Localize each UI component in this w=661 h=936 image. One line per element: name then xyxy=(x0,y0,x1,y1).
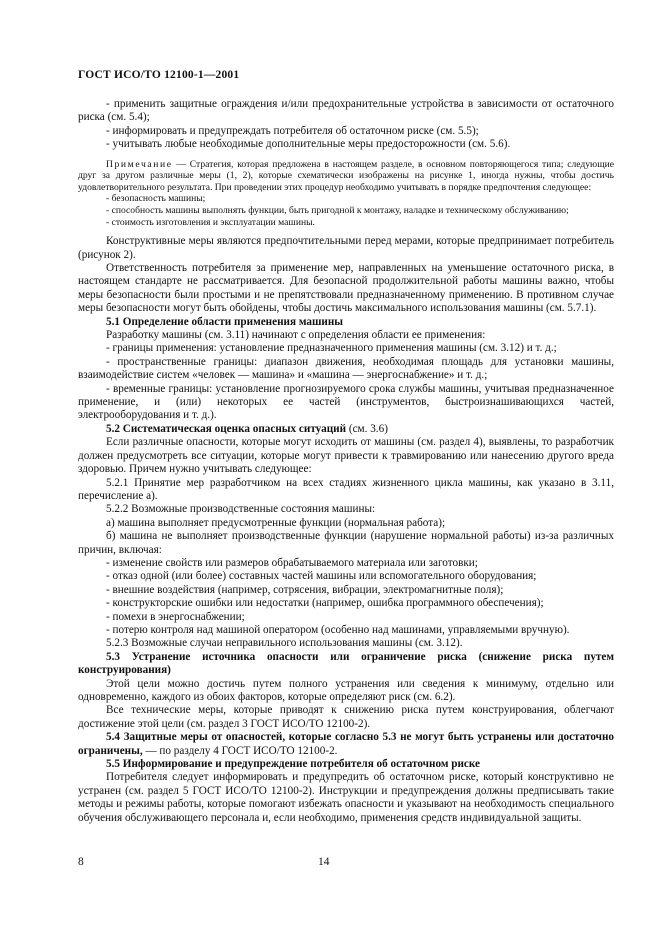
section-5-1-item: - пространственные границы: диапазон движения, необходимая площадь для установки машины, взаимодействие систем «человек — машина» и «машина — энергоснабжение» и т. д.; xyxy=(78,355,614,382)
section-5-1-item: - временные границы: установление прогнозируемого срока службы машины, учитывая предназначенное применение, и (или) некоторых ее частей (инструментов, быстроизнашивающихся частей, электрооборудования и т. д.). xyxy=(78,382,614,422)
section-5-5-heading: 5.5 Информирование и предупреждение потребителя об остаточном риске xyxy=(106,758,481,771)
clause-5-2-2: 5.2.2 Возможные производственные состояния машины: xyxy=(106,503,376,516)
measure-additional: - учитывать любые необходимые дополнительные меры предосторожности (см. 5.6). xyxy=(106,138,511,151)
paragraph-constructive: Конструктивные меры являются предпочтительными перед мерами, которые предпринимает потребитель (рисунок 2). xyxy=(78,235,614,261)
page-content xyxy=(78,98,614,825)
note-item: - стоимость изготовления и эксплуатации машины. xyxy=(106,216,315,228)
section-5-1-item: - границы применения: установление предназначенного применения машины (см. 3.12) и т. д.; xyxy=(106,342,557,355)
section-5-1-heading: 5.1 Определение области применения машины xyxy=(106,315,344,328)
cause-item: - потерю контроля над машиной оператором (особенно над машинами, управляемыми вручную). xyxy=(106,623,570,636)
section-5-4-heading: 5.4 Защитные меры от опасностей, которые согласно 5.3 не могут быть устранены или достаточно ограничены, xyxy=(78,731,614,757)
cause-item: - внешние воздействия (например, сотрясения, вибрации, электромагнитные поля); xyxy=(106,583,504,596)
clause-item-b: б) машина не выполняет производственные функции (нарушение нормальной работы) из-за различных причин, включая: xyxy=(78,530,614,556)
paragraph-responsibility: Ответственность потребителя за применение мер, направленных на уменьшение остаточного риска, в настоящем стандарте не рассматривается. Для безопасной продолжительной работы машины важно, чтобы меры безопасности были простыми и не препятствовали предназначенному применению. В противном случае меры безопасности могут быть обойдены, чтобы достичь максимального использования машины (см. 5.7.1). xyxy=(78,262,614,315)
note-text: — Стратегия, которая предложена в настоящем разделе, в основном повторяющегося типа; следующие друг за другом различные меры (1, 2), которые схематически изображены на рисунке 1, иногда нужны, чтобы достичь удовлетворительного результата. При проведении этих процедур необходимо учитывать в порядке предпочтения следующее: xyxy=(78,158,614,193)
section-5-3-p1: Этой цели можно достичь путем полного устранения или сведения к минимуму, отдельно или одновременно, каждого из обоих факторов, которые определяют риск (см. 6.2). xyxy=(78,677,614,703)
section-5-1-intro: Разработку машины (см. 3.11) начинают с определения области ее применения: xyxy=(106,329,486,342)
page-number-center: 14 xyxy=(318,856,330,868)
page-number-left: 8 xyxy=(78,856,84,868)
clause-5-2-1: 5.2.1 Принятие мер разработчиком на всех стадиях жизненного цикла машины, как указано в 3.11, перечисление а). xyxy=(78,476,614,502)
section-5-3-p2: Все технические меры, которые приводят к снижению риска путем конструирования, облегчают достижение этой цели (см. раздел 3 ГОСТ ИСО/ТО 12100-2). xyxy=(78,704,614,730)
document-header: ГОСТ ИСО/ТО 12100-1—2001 xyxy=(78,69,240,81)
section-5-2-intro: Если различные опасности, которые могут исходить от машины (см. раздел 4), выявлены, то разработчик должен предусмотреть все ситуации, которые могут привести к травмированию или нанесению другого вреда здоровью. Причем нужно учитывать следующее: xyxy=(78,436,614,476)
note-item: - способность машины выполнять функции, быть пригодной к монтажу, наладке и техническому обслуживанию; xyxy=(106,205,569,216)
cause-item: - помехи в энергоснабжении; xyxy=(106,610,245,623)
measure-guards: - применить защитные ограждения и/или предохранительные устройства в зависимости от остаточного риска (см. 5.4); xyxy=(78,98,614,124)
note-block xyxy=(78,159,614,229)
note-label: Примечание xyxy=(106,158,173,170)
clause-5-2-3: 5.2.3 Возможные случаи неправильного использования машины (см. 3.12). xyxy=(106,637,463,650)
cause-item: - отказ одной (или более) составных частей машины или вспомогательного оборудования; xyxy=(106,570,537,583)
section-5-3-heading: 5.3 Устранение источника опасности или ограничение риска (снижение риска путем конструирования) xyxy=(78,650,614,677)
section-5-2-ref: (см. 3.6) xyxy=(346,422,388,435)
cause-item: - изменение свойств или размеров обрабатываемого материала или заготовки; xyxy=(106,556,478,569)
section-5-2-heading: 5.2 Систематическая оценка опасных ситуаций xyxy=(106,422,347,435)
cause-item: - конструкторские ошибки или недостатки (например, ошибка программного обеспечения); xyxy=(106,597,544,610)
note-item: - безопасность машины; xyxy=(106,193,206,205)
measure-inform: - информировать и предупреждать потребителя об остаточном риске (см. 5.5); xyxy=(106,124,479,137)
clause-item-a: а) машина выполняет предусмотренные функции (нормальная работа); xyxy=(106,516,446,529)
section-5-4-tail: — по разделу 4 ГОСТ ИСО/ТО 12100-2. xyxy=(142,744,338,757)
section-5-5-p1: Потребителя следует информировать и предупредить об остаточном риске, который конструктивно не устранен (см. раздел 5 ГОСТ ИСО/ТО 12100-2). Инструкции и предупреждения должны предписывать такие методы и режимы работы, которые помогают избежать опасности и указывают на необходимость специального обучения обслуживающего персонала и, если необходимо, применения средств индивидуальной защиты. xyxy=(78,771,614,824)
